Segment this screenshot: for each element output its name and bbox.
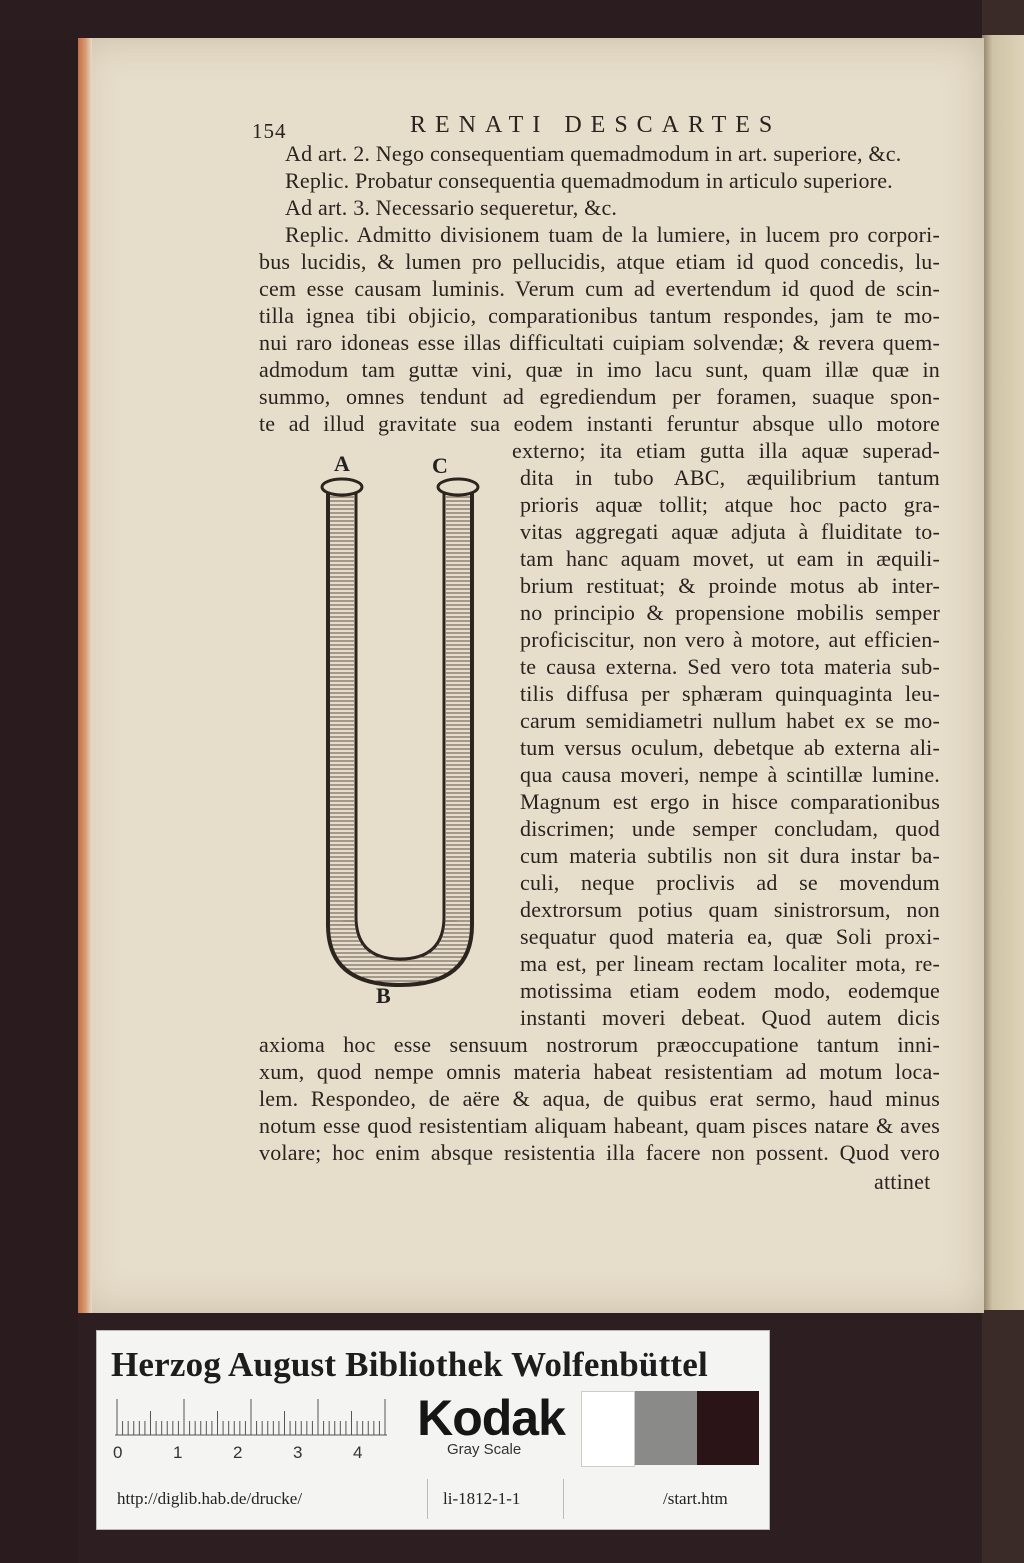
text-line: carum semidiametri nullum habet ex se mo- xyxy=(520,708,940,733)
figure-label-b: B xyxy=(376,983,391,1008)
text-line: tam hanc aquam movet, ut eam in æquili- xyxy=(520,546,940,571)
u-tube-figure xyxy=(310,451,490,1015)
u-tube-illustration xyxy=(310,455,490,1015)
text-line: sequatur quod materia ea, quæ Soli proxi- xyxy=(520,924,940,949)
text-line: bus lucidis, & lumen pro pellucidis, atque etiam id quod concedis, lu- xyxy=(259,249,940,274)
text-line: Replic. Admitto divisionem tuam de la lumiere, in lucem pro corpori- xyxy=(285,222,940,247)
text-line: te causa externa. Sed vero tota materia sub- xyxy=(520,654,940,679)
color-target-card xyxy=(96,1330,770,1530)
text-line: externo; ita etiam gutta illa aquæ superad- xyxy=(512,438,940,463)
running-head: RENATI DESCARTES xyxy=(410,112,782,138)
text-line: vitas aggregati aquæ adjuta à fluiditate to- xyxy=(520,519,940,544)
text-line: ma est, per lineam rectam localiter mota, re- xyxy=(520,951,940,976)
text-line: instanti moveri debeat. Quod autem dicis xyxy=(520,1005,940,1030)
ruler-number: 4 xyxy=(353,1443,363,1462)
url-right: /start.htm xyxy=(663,1489,728,1508)
kodak-logo: Kodak xyxy=(417,1390,565,1446)
ruler-number: 3 xyxy=(293,1443,303,1462)
text-line: Replic. Probatur consequentia quemadmodum in articulo superiore. xyxy=(285,168,893,193)
text-line: te ad illud gravitate sua eodem instanti feruntur absque ullo motore xyxy=(259,411,940,436)
catchword: attinet xyxy=(874,1169,931,1194)
scale-ruler xyxy=(115,1397,387,1437)
text-line: admodum tam guttæ vini, quæ in imo lacu sunt, quam illæ quæ in xyxy=(259,357,940,382)
text-line: culi, neque proclivis ad se movendum xyxy=(520,870,940,895)
gray-scale-label: Gray Scale xyxy=(447,1441,522,1458)
text-line: summo, omnes tendunt ad egrediendum per foramen, suaque spon- xyxy=(259,384,940,409)
text-line: qua causa moveri, nempe à scintillæ lumine. xyxy=(520,762,940,787)
text-line: tilla ignea tibi objicio, comparationibus tantum respondes, jam te mo- xyxy=(259,303,940,328)
figure-label-a: A xyxy=(334,451,350,476)
text-line: discrimen; unde semper concludam, quod xyxy=(520,816,940,841)
ruler-number: 0 xyxy=(113,1443,123,1462)
text-line: Ad art. 3. Necessario sequeretur, &c. xyxy=(285,195,618,220)
ruler-number: 2 xyxy=(233,1443,243,1462)
text-line: volare; hoc enim absque resistentia illa facere non possent. Quod vero xyxy=(259,1140,940,1165)
figure-label-c: C xyxy=(432,453,448,478)
ruler-number: 1 xyxy=(173,1443,183,1462)
card-divider xyxy=(427,1479,428,1519)
text-line: dextrorsum potius quam sinistrorsum, non xyxy=(520,897,940,922)
gray-swatch xyxy=(635,1391,697,1465)
text-line: cem esse causam luminis. Verum cum ad evertendum id quod de scin- xyxy=(259,276,940,301)
white-swatch xyxy=(581,1391,635,1467)
library-name: Herzog August Bibliothek Wolfenbüttel xyxy=(111,1345,708,1384)
text-line: tum versus oculum, debetque ab externa ali- xyxy=(520,735,940,760)
page-red-edge xyxy=(78,38,92,1313)
text-line: prioris aquæ tollit; atque hoc pacto gra- xyxy=(520,492,940,517)
text-line: notum esse quod resistentiam aliquam habeant, quam pisces natare & aves xyxy=(259,1113,940,1138)
scan-background-top xyxy=(0,0,1024,40)
text-line: xum, quod nempe omnis materia habeat resistentiam ad motum loca- xyxy=(259,1059,940,1084)
text-line: no principio & propensione mobilis semper xyxy=(520,600,940,625)
text-line: Ad art. 2. Nego consequentiam quemadmodum in art. superiore, &c. xyxy=(285,141,902,166)
text-line: proficiscitur, non vero à motore, aut efficien- xyxy=(520,627,940,652)
text-line: lem. Respondeo, de aëre & aqua, de quibus erat sermo, haud minus xyxy=(259,1086,940,1111)
text-line: cum materia subtilis non sit dura instar ba- xyxy=(520,843,940,868)
text-line: motissima etiam eodem modo, eodemque xyxy=(520,978,940,1003)
text-line: Magnum est ergo in hisce comparationibus xyxy=(520,789,940,814)
scan-background-left xyxy=(0,0,78,1563)
url-left: http://diglib.hab.de/drucke/ xyxy=(117,1489,303,1508)
card-divider xyxy=(563,1479,564,1519)
text-line: dita in tubo ABC, æquilibrium tantum xyxy=(520,465,940,490)
adjacent-page-edge xyxy=(982,35,1024,1310)
black-swatch xyxy=(697,1391,759,1465)
url-mid: li-1812-1-1 xyxy=(443,1489,521,1508)
text-line: nui raro idoneas esse illas difficultati cuipiam solvendæ; & revera quem- xyxy=(259,330,940,355)
text-line: axioma hoc esse sensuum nostrorum præoccupatione tantum inni- xyxy=(259,1032,940,1057)
text-line: brium restituat; & proinde motus ab inter- xyxy=(520,573,940,598)
page-number: 154 xyxy=(252,119,287,143)
text-line: tilis diffusa per sphæram quinquaginta leu- xyxy=(520,681,940,706)
